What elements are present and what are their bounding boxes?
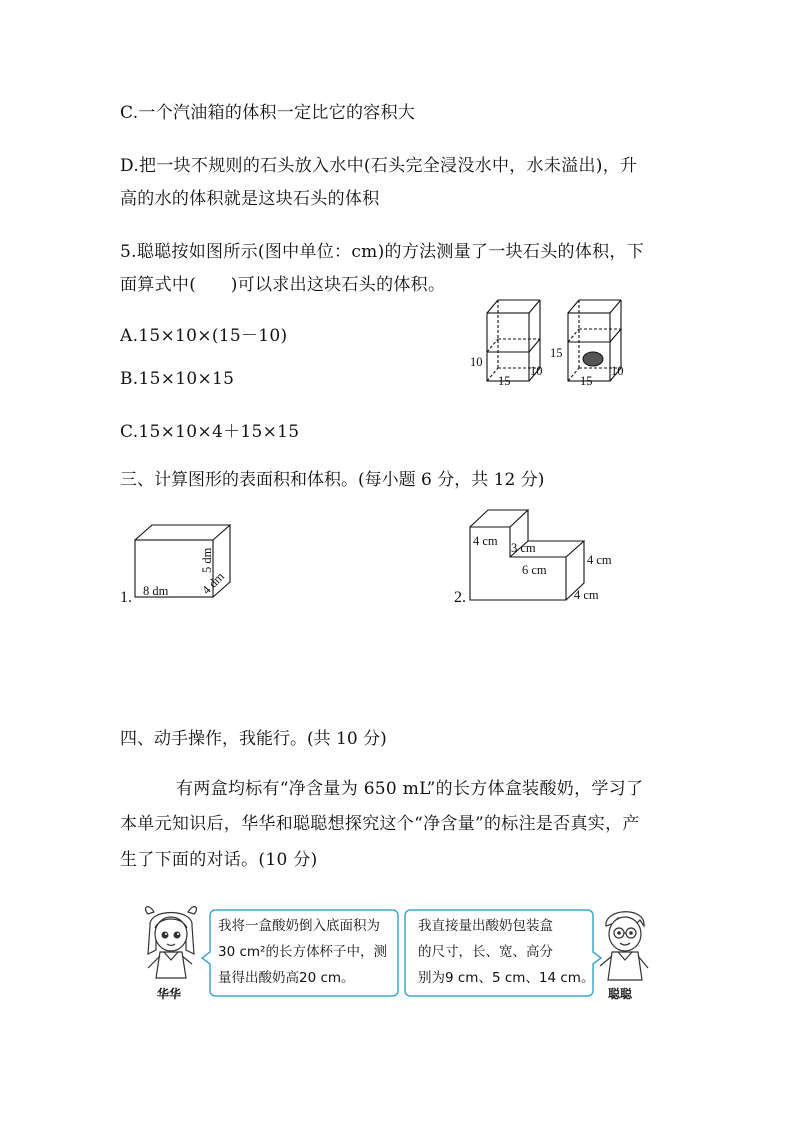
fig1-width-label: 4 dm [199,569,228,598]
fig2-left-height-label: 4 cm [473,534,498,548]
section4-title: 四、动手操作，我能行。(共 10 分) [120,729,387,749]
congcong-avatar [596,900,654,984]
section4-paragraph-line1: 有两盒均标有“净含量为 650 mL”的长方体盒装酸奶，学习了 [176,779,644,799]
fig2-number: 2. [454,589,466,606]
q5-option-c: C.15×10×4＋15×15 [120,422,300,442]
q4-option-d-line1: D.把一块不规则的石头放入水中(石头完全浸没水中，水未溢出)，升 [120,156,638,176]
section4-paragraph-line2: 本单元知识后，华华和聪聪想探究这个“净含量”的标注是否真实，产 [120,814,640,834]
q5-option-a: A.15×10×(15－10) [120,326,288,346]
fig2-step-height-label: 3 cm [511,541,536,555]
congcong-speech-line1: 我直接量出酸奶包装盒 [418,918,553,934]
stone-icon [583,352,603,366]
step-solid-figure-2 [452,505,632,605]
huahua-avatar [140,898,202,984]
congcong-speech-line3: 别为9 cm、5 cm、14 cm。 [418,970,595,986]
q5-stem-line2: 面算式中( )可以求出这块石头的体积。 [120,275,446,295]
left-length-label: 15 [498,374,511,388]
huahua-speech-line2: 30 cm²的长方体杯子中，测 [218,944,387,960]
huahua-speech-line3: 量得出酸奶高20 cm。 [218,970,355,986]
right-length-label: 15 [580,374,593,388]
q5-option-b: B.15×10×15 [120,369,235,389]
q4-option-d-line2: 高的水的体积就是这块石头的体积 [120,189,380,209]
section3-title: 三、计算图形的表面积和体积。(每小题 6 分，共 12 分) [120,470,545,490]
cuboid-figure-1 [115,515,255,610]
q5-stem-line1: 5.聪聪按如图所示(图中单位：cm)的方法测量了一块石头的体积，下 [120,242,645,262]
fig1-number: 1. [120,589,132,606]
huahua-speech [218,913,387,991]
section4-paragraph-line3: 生了下面的对话。(10 分) [120,850,318,870]
fig1-length-label: 8 dm [143,584,169,598]
fig1-height-label: 5 dm [200,547,214,573]
left-height-label: 10 [470,355,483,369]
q4-option-c: C.一个汽油箱的体积一定比它的容积大 [120,103,416,123]
congcong-speech [418,913,594,991]
huahua-speech-line1: 我将一盒酸奶倒入底面积为 [218,918,380,934]
congcong-name: 聪聪 [608,987,633,1001]
left-width-label: 10 [530,364,543,378]
q5-container-figure [460,295,640,395]
congcong-speech-line2: 的尺寸，长、宽、高分 [418,944,553,960]
right-height-label: 15 [550,346,563,360]
fig2-top-length-label: 6 cm [522,563,547,577]
fig2-depth-label: 4 cm [574,588,599,602]
huahua-name: 华华 [157,987,182,1001]
fig2-right-height-label: 4 cm [587,553,612,567]
right-width-label: 10 [611,364,624,378]
